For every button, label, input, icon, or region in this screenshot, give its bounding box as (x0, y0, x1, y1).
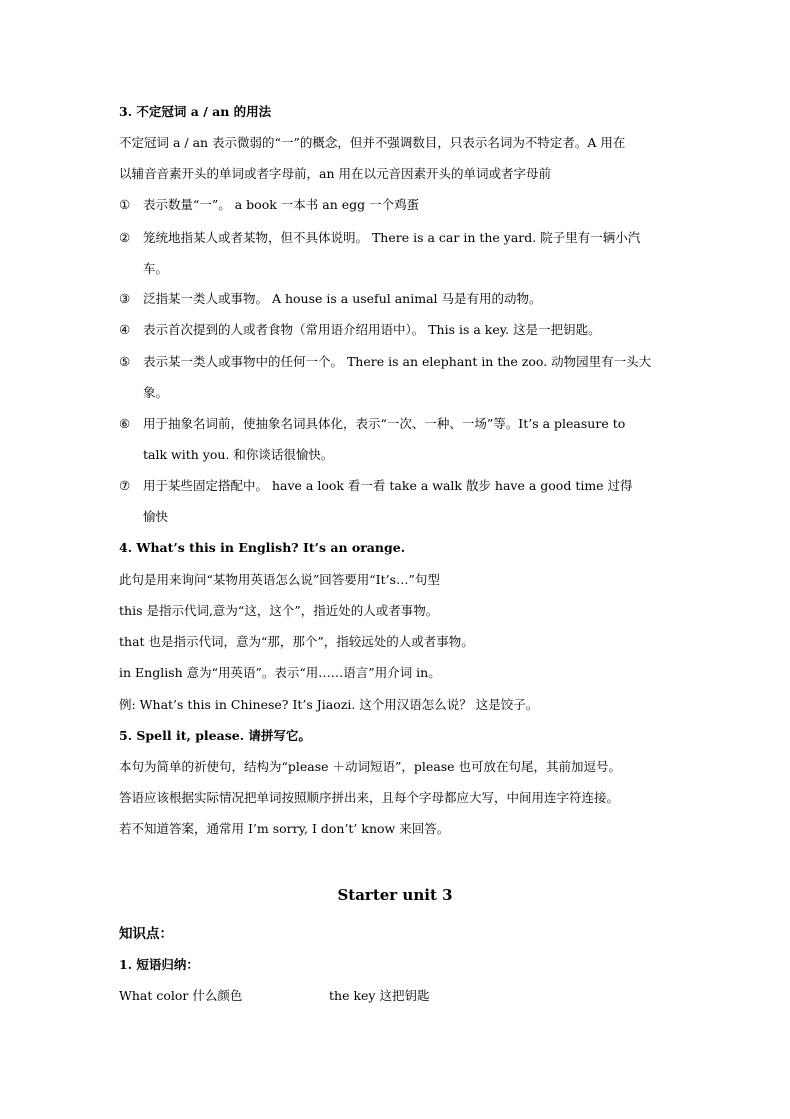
usage-item-4 (119, 321, 601, 339)
phrase-summary-heading: 1. 短语归纳： (119, 957, 199, 972)
section-5-heading: 5. Spell it, please. 请拼写它。 (119, 728, 311, 743)
section-4-heading: 4. What’s this in English? It’s an orange. (119, 540, 406, 555)
usage-item-3 (119, 290, 542, 308)
usage-item-5 (119, 353, 651, 371)
usage-item-7-continuation: 愉快 (143, 509, 169, 524)
item-text: 泛指某一类人或事物。 A house is a useful animal 马是有用的动物。 (143, 291, 542, 306)
section-4-line-4: in English 意为“用英语”。表示“用……语言”用介词 in。 (119, 665, 441, 680)
section-5-line-1: 本句为简单的祈使句，结构为“please ＋动词短语”，please 也可放在句尾，其前加逗号。 (119, 759, 622, 774)
usage-item-1 (119, 196, 419, 214)
section-3-intro-line-2: 以辅音音素开头的单词或者字母前，an 用在以元音因素开头的单词或者字母前 (119, 166, 551, 181)
item-text: 笼统地指某人或者某物，但不具体说明。 There is a car in the yard. 院子里有一辆小汽 (143, 230, 641, 245)
item-text: 表示数量“一”。 a book 一本书 an egg 一个鸡蛋 (143, 197, 420, 212)
section-5-line-2: 答语应该根据实际情况把单词按照顺序拼出来，且每个字母都应大写，中间用连字符连接。 (119, 790, 620, 805)
knowledge-heading: 知识点： (119, 926, 173, 942)
phrase-what-color: What color 什么颜色 (119, 988, 243, 1003)
phrase-the-key: the key 这把钥匙 (329, 988, 430, 1003)
item-text: 表示某一类人或事物中的任何一个。 There is an elephant in the zoo. 动物园里有一头大 (143, 354, 652, 369)
section-4-line-3: that 也是指示代词，意为“那，那个”，指较远处的人或者事物。 (119, 634, 474, 649)
item-text: 用于抽象名词前，使抽象名词具体化，表示“一次、一种、一场”等。It’s a pleasure to (143, 416, 626, 431)
item-number: ⑥ (119, 416, 131, 431)
item-number: ④ (119, 322, 131, 337)
item-number: ① (119, 197, 131, 212)
usage-item-6 (119, 415, 625, 433)
usage-item-7 (119, 477, 633, 495)
item-number: ⑤ (119, 354, 131, 369)
section-3-intro-line-1: 不定冠词 a / an 表示微弱的“一”的概念，但并不强调数目，只表示名词为不特定者。A 用在 (119, 135, 626, 150)
usage-item-2-continuation: 车。 (143, 261, 169, 276)
section-4-example: 例: What’s this in Chinese? It’s Jiaozi. 这个用汉语怎么说？ 这是饺子。 (119, 697, 539, 712)
usage-item-5-continuation: 象。 (143, 385, 169, 400)
usage-item-2 (119, 229, 640, 247)
item-number: ⑦ (119, 478, 131, 493)
section-4-line-2: this 是指示代词,意为“这，这个”，指近处的人或者事物。 (119, 603, 439, 618)
usage-item-6-continuation: talk with you. 和你谈话很愉快。 (143, 447, 334, 462)
item-text: 表示首次提到的人或者食物（常用语介绍用语中）。 This is a key. 这是一把钥匙。 (143, 322, 601, 337)
section-4-line-1: 此句是用来询问“某物用英语怎么说”回答要用“It’s…”句型 (119, 572, 440, 587)
section-5-line-3: 若不知道答案，通常用 I’m sorry, I don’t’ know 来回答。 (119, 821, 450, 836)
item-number: ③ (119, 291, 131, 306)
item-text: 用于某些固定搭配中。 have a look 看一看 take a walk 散步 have a good time 过得 (143, 478, 633, 493)
item-number: ② (119, 230, 131, 245)
unit-title: Starter unit 3 (337, 886, 453, 904)
section-3-heading: 3. 不定冠词 a / an 的用法 (119, 104, 272, 119)
